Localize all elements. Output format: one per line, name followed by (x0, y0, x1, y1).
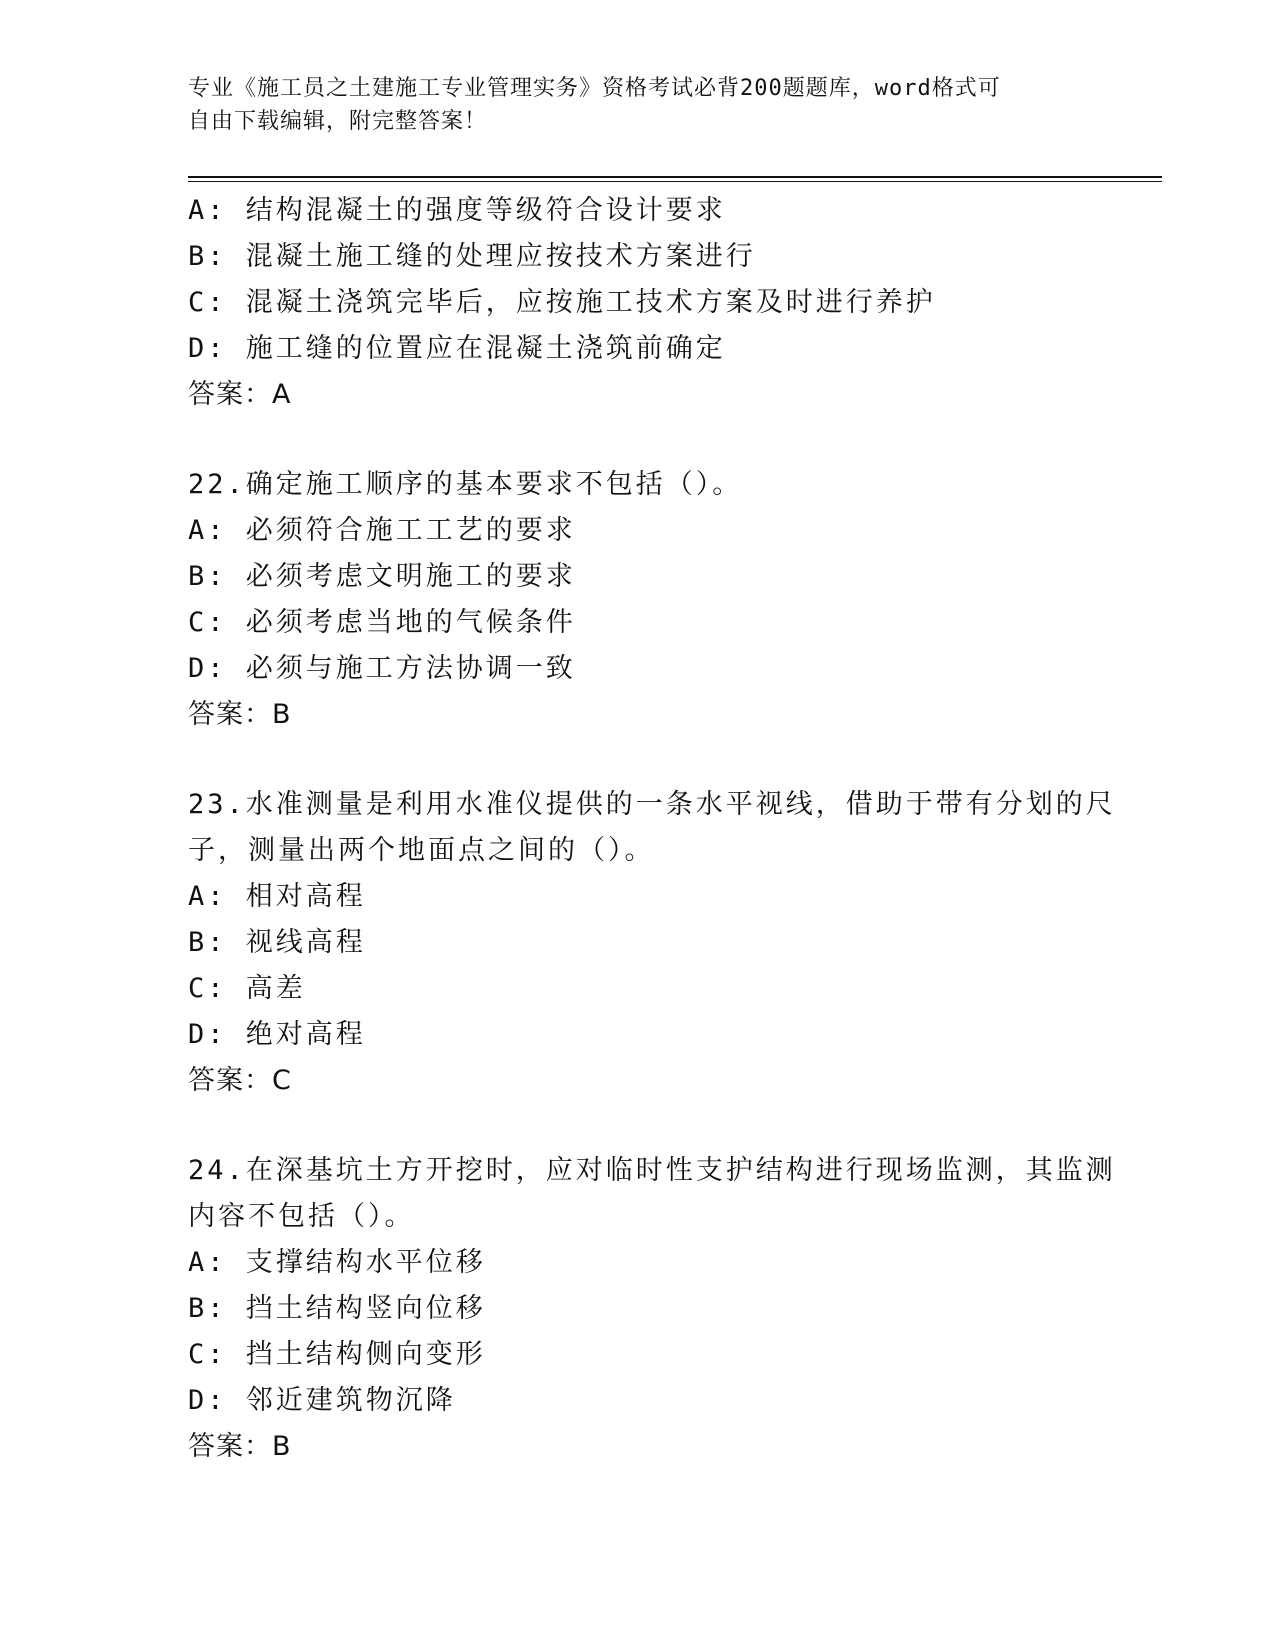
option-d: D: 绝对高程 (188, 1019, 366, 1050)
option-c: C: 混凝土浇筑完毕后，应按施工技术方案及时进行养护 (188, 287, 936, 318)
header-divider (188, 176, 1162, 182)
question-21 (188, 188, 1088, 418)
question-text: 22.确定施工顺序的基本要求不包括（）。 (188, 469, 743, 500)
option-b: B: 视线高程 (188, 927, 366, 958)
question-text-line-2: 内容不包括（）。 (188, 1201, 415, 1232)
option-c: C: 挡土结构侧向变形 (188, 1339, 486, 1370)
question-text-line-1: 23.水准测量是利用水准仪提供的一条水平视线，借助于带有分划的尺 (188, 789, 1116, 820)
answer-line: 答案：A (188, 379, 292, 410)
answer-line: 答案：B (188, 1431, 292, 1462)
spacer (188, 1104, 1088, 1148)
header-line-1: 专业《施工员之土建施工专业管理实务》资格考试必背200题题库，word格式可 (188, 76, 1001, 101)
option-b: B: 必须考虑文明施工的要求 (188, 561, 576, 592)
question-23 (188, 782, 1116, 1104)
question-text-line-1: 24.在深基坑土方开挖时，应对临时性支护结构进行现场监测，其监测 (188, 1155, 1116, 1186)
option-d: D: 必须与施工方法协调一致 (188, 653, 576, 684)
header-line-2: 自由下载编辑，附完整答案！ (188, 109, 488, 134)
question-24 (188, 1148, 1116, 1470)
option-c: C: 高差 (188, 973, 306, 1004)
document-header (188, 72, 1088, 138)
answer-line: 答案：C (188, 1065, 292, 1096)
option-a: A: 支撑结构水平位移 (188, 1247, 486, 1278)
question-text-line-2: 子，测量出两个地面点之间的（）。 (188, 835, 655, 866)
option-a: A: 结构混凝土的强度等级符合设计要求 (188, 195, 726, 226)
option-d: D: 邻近建筑物沉降 (188, 1385, 456, 1416)
spacer (188, 418, 1088, 462)
option-d: D: 施工缝的位置应在混凝土浇筑前确定 (188, 333, 726, 364)
option-a: A: 必须符合施工工艺的要求 (188, 515, 576, 546)
question-22 (188, 462, 1088, 738)
option-a: A: 相对高程 (188, 881, 366, 912)
question-list (188, 188, 1116, 1470)
option-b: B: 混凝土施工缝的处理应按技术方案进行 (188, 241, 756, 272)
option-b: B: 挡土结构竖向位移 (188, 1293, 486, 1324)
answer-line: 答案：B (188, 699, 292, 730)
spacer (188, 738, 1088, 782)
option-c: C: 必须考虑当地的气候条件 (188, 607, 576, 638)
